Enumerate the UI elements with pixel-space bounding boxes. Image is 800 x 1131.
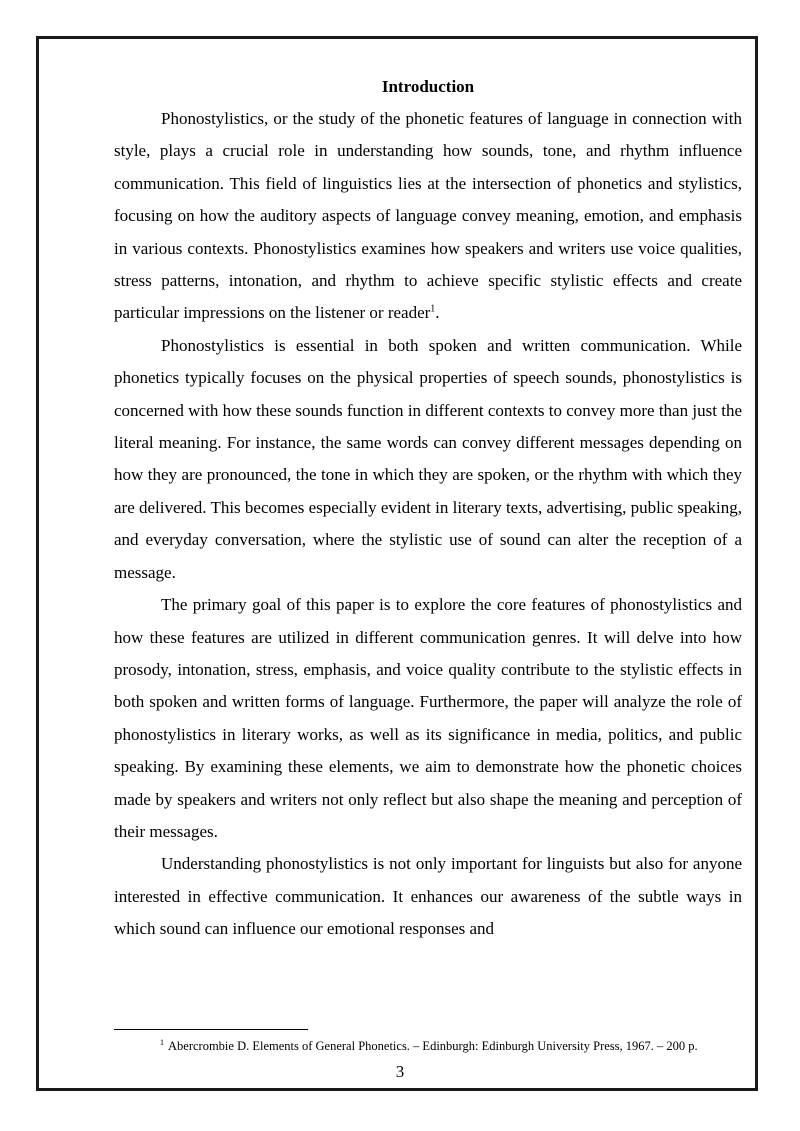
section-heading: Introduction <box>381 77 475 96</box>
page-content <box>114 73 742 946</box>
footnote-divider <box>114 1029 308 1030</box>
footnote <box>160 1038 760 1054</box>
footnote-mark: 1 <box>160 1037 164 1047</box>
footnote-reference[interactable]: 1 <box>430 303 436 315</box>
footnote-text: Abercrombie D. Elements of General Phonetics. – Edinburgh: Edinburgh University Press, 1967. – 200 p. <box>168 1039 698 1053</box>
paragraph: Understanding phonostylistics is not only important for linguists but also for anyone interested in effective communication. It enhances our awareness of the subtle ways in which sound can influence our emotional responses and <box>114 854 742 939</box>
paragraph: The primary goal of this paper is to explore the core features of phonostylistics and how these features are utilized in different communication genres. It will delve into how prosody, intonation, stress, emphasis, and voice quality contribute to the stylistic effects in both spoken and written forms of language. Furthermore, the paper will analyze the role of phonostylistics in literary works, as well as its significance in media, politics, and public speaking. By examining these elements, we aim to demonstrate how the phonetic choices made by speakers and writers not only reflect but also shape the meaning and perception of their messages. <box>114 595 742 841</box>
paragraph-end: . <box>435 303 440 323</box>
page-number: 3 <box>395 1062 405 1081</box>
paragraph: Phonostylistics is essential in both spoken and written communication. While phonetics typically focuses on the physical properties of speech sounds, phonostylistics is concerned with how these sounds function in different contexts to convey more than just the literal meaning. For instance, the same words can convey different messages depending on how they are pronounced, the tone in which they are spoken, or the rhythm with which they are delivered. This becomes especially evident in literary texts, advertising, public speaking, and everyday conversation, where the stylistic use of sound can alter the reception of a message. <box>114 335 743 582</box>
paragraph <box>114 103 742 330</box>
paragraph-text: Phonostylistics, or the study of the phonetic features of language in connection with style, plays a crucial role in understanding how sounds, tone, and rhythm influence communication. This field of linguistics lies at the intersection of phonetics and stylistics, focusing on how the auditory aspects of language convey meaning, emotion, and emphasis in various contexts. Phonostylistics examines how speakers and writers use voice qualities, stress patterns, intonation, and rhythm to achieve specific stylistic effects and create particular impressions on the listener or reader <box>114 109 742 323</box>
